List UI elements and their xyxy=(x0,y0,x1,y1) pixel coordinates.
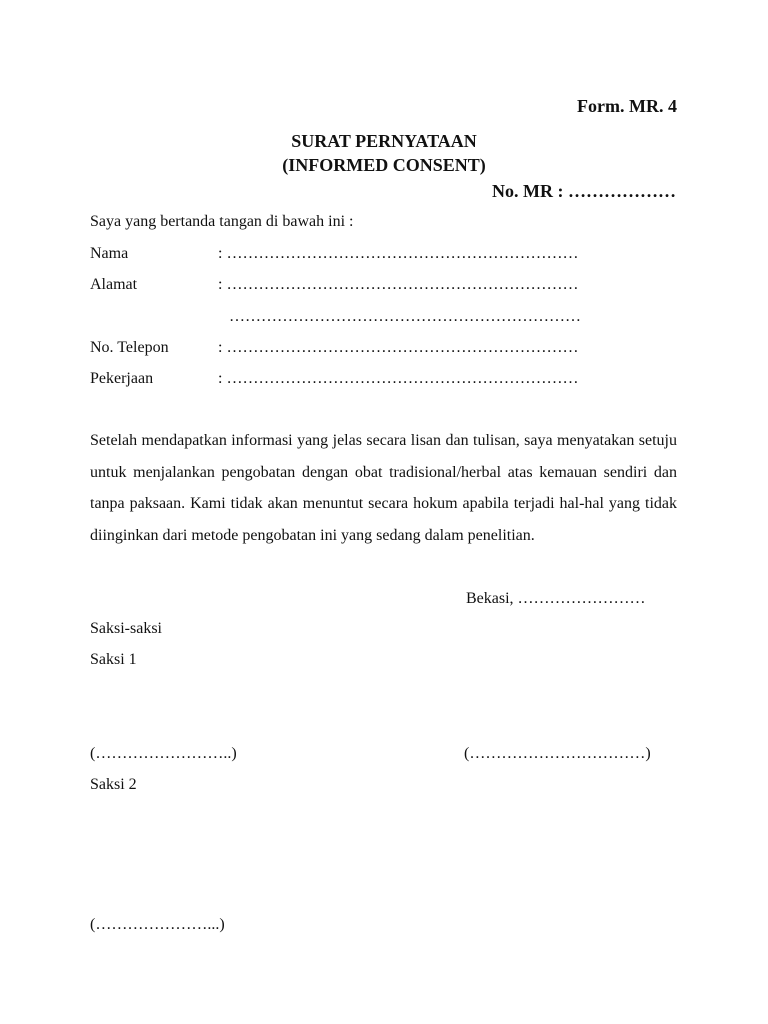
field-label-telepon: No. Telepon xyxy=(90,339,169,356)
field-value-alamat: : ………………………………………………………… xyxy=(218,276,579,293)
field-value-pekerjaan: : ………………………………………………………… xyxy=(218,370,579,387)
place-date: Bekasi, …………………… xyxy=(466,590,646,607)
field-label-alamat: Alamat xyxy=(90,276,138,293)
document-subtitle: (INFORMED CONSENT) xyxy=(282,155,486,175)
statement-paragraph: Setelah mendapatkan informasi yang jelas secara lisan dan tulisan, saya menyatakan setuju untuk menjalankan pengobatan dengan obat tradisional/herbal atas kemauan sendiri dan tanpa paksaan. Kami tidak akan menuntut secara hokum apabila terjadi hal-hal yang tidak diinginkan dari metode pengobatan ini yang sedang dalam penelitian. xyxy=(90,432,677,544)
witness2-signature-line: (…………………...) xyxy=(90,916,225,933)
field-value-alamat-line2: ………………………………………………………… xyxy=(229,308,581,325)
witness2-label: Saksi 2 xyxy=(90,776,137,793)
witness1-label: Saksi 1 xyxy=(90,651,137,668)
field-value-telepon: : ………………………………………………………… xyxy=(218,339,579,356)
witness1-signature-line: (……………………..) xyxy=(90,745,237,762)
mr-number: No. MR : ……………… xyxy=(492,181,676,201)
witnesses-heading: Saksi-saksi xyxy=(90,620,162,637)
field-value-nama: : ………………………………………………………… xyxy=(218,245,579,262)
document-title: SURAT PERNYATAAN xyxy=(291,131,477,151)
field-label-nama: Nama xyxy=(90,245,129,262)
intro-text: Saya yang bertanda tangan di bawah ini : xyxy=(90,213,354,230)
declarant-signature-line: (……………………………) xyxy=(464,745,651,762)
form-code: Form. MR. 4 xyxy=(577,96,677,116)
field-label-pekerjaan: Pekerjaan xyxy=(90,370,154,387)
